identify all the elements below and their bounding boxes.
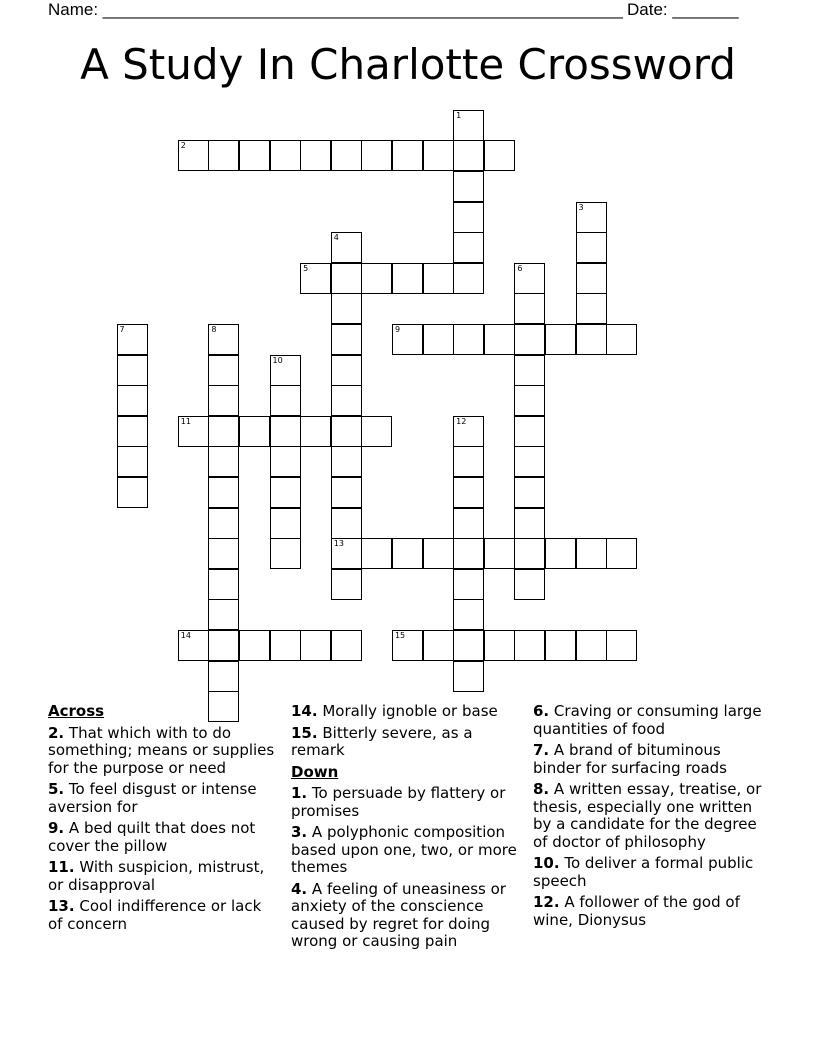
grid-cell[interactable]: [423, 263, 454, 294]
grid-cell[interactable]: [208, 385, 239, 416]
clue-number-label: 3: [578, 202, 584, 212]
grid-cell[interactable]: [453, 630, 484, 661]
clue-number: 6.: [533, 702, 550, 720]
grid-cell[interactable]: [606, 324, 637, 355]
grid-cell[interactable]: [392, 630, 423, 661]
clue-across-11: [48, 859, 280, 894]
grid-cell[interactable]: [576, 232, 607, 263]
grid-cell[interactable]: [270, 385, 301, 416]
grid-cell[interactable]: [514, 324, 545, 355]
grid-cell[interactable]: [331, 538, 362, 569]
clue-down-8: [533, 781, 773, 851]
grid-cell[interactable]: [423, 630, 454, 661]
clue-text: To persuade by flattery or promises: [291, 784, 506, 820]
grid-cell[interactable]: [208, 661, 239, 692]
grid-cell[interactable]: [270, 446, 301, 477]
grid-cell[interactable]: [392, 263, 423, 294]
grid-cell[interactable]: [514, 446, 545, 477]
grid-cell[interactable]: [361, 416, 392, 447]
clue-text: To feel disgust or intense aversion for: [48, 780, 257, 816]
grid-cell[interactable]: [208, 630, 239, 661]
clue-text: A polyphonic composition based upon one, two, or more themes: [291, 823, 517, 876]
grid-cell[interactable]: [117, 355, 148, 386]
grid-cell[interactable]: [117, 446, 148, 477]
grid-cell[interactable]: [606, 538, 637, 569]
grid-cell[interactable]: [514, 293, 545, 324]
grid-cell[interactable]: [178, 416, 209, 447]
grid-cell[interactable]: [514, 385, 545, 416]
clue-number: 10.: [533, 854, 560, 872]
grid-cell[interactable]: [270, 477, 301, 508]
clue-number-label: 15: [394, 630, 406, 640]
clue-number-label: 4: [333, 233, 339, 243]
grid-cell[interactable]: [606, 630, 637, 661]
grid-cell[interactable]: [178, 140, 209, 171]
grid-cell[interactable]: [117, 324, 148, 355]
clue-across-2: [48, 725, 280, 778]
grid-cell[interactable]: [208, 538, 239, 569]
grid-cell[interactable]: [453, 324, 484, 355]
clues-column-1: [48, 703, 280, 937]
grid-cell[interactable]: [331, 385, 362, 416]
clue-text: Morally ignoble or base: [322, 702, 498, 720]
clue-number-label: 12: [456, 416, 467, 426]
grid-cell[interactable]: [453, 599, 484, 630]
grid-cell[interactable]: [208, 508, 239, 539]
clue-text: A feeling of uneasiness or anxiety of the conscience caused by regret for doing wrong or causing pain: [291, 879, 506, 950]
grid-cell[interactable]: [453, 538, 484, 569]
grid-cell[interactable]: [208, 446, 239, 477]
clues-column-3: [533, 703, 773, 933]
clue-number: 14.: [291, 702, 318, 720]
grid-cell[interactable]: [576, 202, 607, 233]
clue-text: A follower of the god of wine, Dionysus: [533, 893, 740, 929]
clue-number-label: 14: [180, 630, 191, 640]
grid-cell[interactable]: [208, 569, 239, 600]
down-heading: Down: [291, 762, 339, 781]
grid-cell[interactable]: [453, 202, 484, 233]
grid-cell[interactable]: [331, 446, 362, 477]
grid-cell[interactable]: [270, 508, 301, 539]
clue-number-label: 6: [517, 263, 523, 273]
grid-cell[interactable]: [331, 263, 362, 294]
grid-cell[interactable]: [514, 569, 545, 600]
clue-text: With suspicion, mistrust, or disapproval: [48, 858, 265, 894]
grid-cell[interactable]: [453, 110, 484, 141]
grid-cell[interactable]: [270, 538, 301, 569]
grid-cell[interactable]: [361, 263, 392, 294]
clue-down-1: [291, 785, 527, 820]
clue-number: 11.: [48, 858, 75, 876]
grid-cell[interactable]: [392, 324, 423, 355]
grid-cell[interactable]: [331, 416, 362, 447]
grid-cell[interactable]: [331, 355, 362, 386]
clue-number: 2.: [48, 723, 65, 742]
grid-cell[interactable]: [545, 630, 576, 661]
grid-cell[interactable]: [453, 140, 484, 171]
clue-text: That which with to do something; means or supplies for the purpose or need: [48, 723, 275, 777]
grid-cell[interactable]: [331, 477, 362, 508]
grid-cell[interactable]: [453, 263, 484, 294]
clue-down-4: [291, 881, 527, 951]
grid-cell[interactable]: [392, 140, 423, 171]
grid-cell[interactable]: [331, 569, 362, 600]
clue-number: 15.: [291, 723, 318, 742]
clue-text: To deliver a formal public speech: [533, 854, 754, 890]
clue-across-5: [48, 781, 280, 816]
clue-text: A bed quilt that does not cover the pillow: [48, 819, 256, 855]
grid-cell[interactable]: [484, 630, 515, 661]
grid-cell[interactable]: [270, 416, 301, 447]
clue-number-label: 5: [303, 263, 309, 273]
grid-cell[interactable]: [270, 140, 301, 171]
grid-cell[interactable]: [239, 630, 270, 661]
grid-cell[interactable]: [331, 232, 362, 263]
clue-number: 1.: [291, 784, 308, 802]
grid-cell[interactable]: [576, 630, 607, 661]
grid-cell[interactable]: [208, 599, 239, 630]
grid-cell[interactable]: [117, 477, 148, 508]
clue-number-label: 11: [180, 416, 191, 426]
grid-cell[interactable]: [576, 263, 607, 294]
across-heading: Across: [48, 702, 105, 720]
grid-cell[interactable]: [361, 538, 392, 569]
grid-cell[interactable]: [117, 385, 148, 416]
grid-cell[interactable]: [514, 416, 545, 447]
grid-cell[interactable]: [300, 630, 331, 661]
grid-cell[interactable]: [270, 630, 301, 661]
grid-cell[interactable]: [208, 140, 239, 171]
grid-cell[interactable]: [270, 355, 301, 386]
grid-cell[interactable]: [208, 355, 239, 386]
grid-cell[interactable]: [208, 416, 239, 447]
grid-cell[interactable]: [331, 630, 362, 661]
grid-cell[interactable]: [514, 263, 545, 294]
clue-across-14: [291, 703, 527, 721]
clue-number: 9.: [48, 819, 65, 837]
grid-cell[interactable]: [392, 538, 423, 569]
grid-cell[interactable]: [331, 324, 362, 355]
grid-cell[interactable]: [576, 293, 607, 324]
clue-text: A brand of bituminous binder for surfacing roads: [533, 741, 727, 777]
clue-text: Cool indifference or lack of concern: [48, 897, 262, 933]
grid-cell[interactable]: [453, 416, 484, 447]
grid-cell[interactable]: [331, 140, 362, 171]
clue-number: 13.: [48, 897, 75, 915]
grid-cell[interactable]: [453, 661, 484, 692]
clue-down-7: [533, 742, 773, 777]
grid-cell[interactable]: [514, 630, 545, 661]
grid-cell[interactable]: [178, 630, 209, 661]
clue-across-15: [291, 725, 527, 760]
grid-cell[interactable]: [514, 508, 545, 539]
grid-cell[interactable]: [361, 140, 392, 171]
clue-number-label: 8: [211, 324, 217, 334]
grid-cell[interactable]: [484, 140, 515, 171]
clue-down-6: [533, 703, 773, 738]
grid-cell[interactable]: [423, 324, 454, 355]
clue-across-9: [48, 820, 280, 855]
grid-cell[interactable]: [331, 508, 362, 539]
grid-cell[interactable]: [484, 538, 515, 569]
grid-cell[interactable]: [208, 477, 239, 508]
grid-cell[interactable]: [300, 416, 331, 447]
clue-number: 5.: [48, 780, 65, 798]
clue-text: A written essay, treatise, or thesis, especially one written by a candidate for the degree of doctor of philosophy: [533, 780, 762, 851]
grid-cell[interactable]: [514, 538, 545, 569]
grid-cell[interactable]: [453, 569, 484, 600]
grid-cell[interactable]: [545, 324, 576, 355]
clue-text: Bitterly severe, as a remark: [291, 723, 473, 759]
grid-cell[interactable]: [331, 293, 362, 324]
grid-cell[interactable]: [576, 324, 607, 355]
clue-text: Craving or consuming large quantities of food: [533, 702, 762, 738]
clue-number: 7.: [533, 741, 550, 759]
grid-cell[interactable]: [208, 324, 239, 355]
clue-number-label: 7: [119, 324, 125, 334]
grid-cell[interactable]: [423, 538, 454, 569]
grid-cell[interactable]: [576, 538, 607, 569]
grid-cell[interactable]: [453, 171, 484, 202]
name-field: Name: _______________________________________________________: [48, 0, 623, 19]
grid-cell[interactable]: [514, 477, 545, 508]
date-field: Date: _______: [627, 0, 739, 19]
grid-cell[interactable]: [423, 140, 454, 171]
grid-cell[interactable]: [117, 416, 148, 447]
clue-down-10: [533, 855, 773, 890]
grid-cell[interactable]: [453, 232, 484, 263]
grid-cell[interactable]: [239, 140, 270, 171]
grid-cell[interactable]: [300, 140, 331, 171]
clue-down-3: [291, 824, 527, 877]
clue-number: 4.: [291, 879, 308, 898]
clue-across-13: [48, 898, 280, 933]
clue-number: 3.: [291, 823, 308, 841]
clue-number-label: 10: [272, 355, 283, 365]
clue-number: 12.: [533, 893, 560, 911]
grid-cell[interactable]: [545, 538, 576, 569]
grid-cell[interactable]: [300, 263, 331, 294]
grid-cell[interactable]: [484, 324, 515, 355]
grid-cell[interactable]: [453, 446, 484, 477]
clues-column-2: [291, 703, 527, 955]
grid-cell[interactable]: [514, 355, 545, 386]
clue-number-label: 9: [394, 324, 401, 334]
clue-number-label: 1: [456, 110, 462, 120]
clue-down-12: [533, 894, 773, 929]
clue-number-label: 13: [333, 539, 344, 549]
clue-number: 8.: [533, 780, 550, 798]
grid-cell[interactable]: [453, 508, 484, 539]
grid-cell[interactable]: [239, 416, 270, 447]
clue-number-label: 2: [180, 141, 186, 151]
grid-cell[interactable]: [453, 477, 484, 508]
page-title: A Study In Charlotte Crossword: [80, 40, 736, 89]
